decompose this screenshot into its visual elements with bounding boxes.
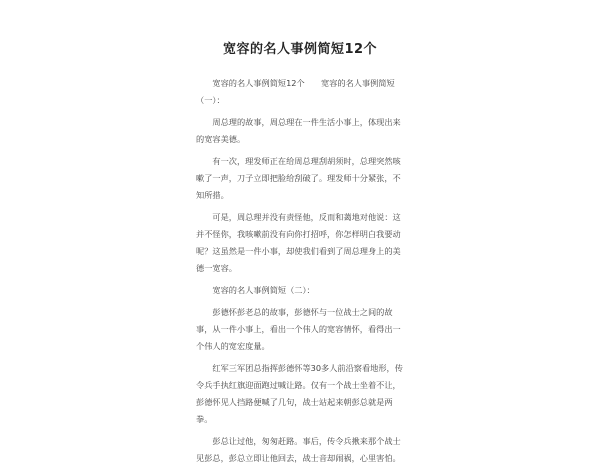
paragraph-5: 宽容的名人事例简短（二）： [212,285,315,295]
paragraph-4: 可是，周总理并没有责怪他，反而和蔼地对他说：这并不怪你，我咳嗽前没有向你打招呼，你怎样明白我要动呢？这虽然是一件小事，却使我们看到了周总理身上的美德一宽容。 [196,212,401,273]
paragraph-7: 红军三军团总指挥彭德怀等30多人前沿察看地形，传令兵手执红旗迎面跑过喊让路。仅有一个战士坐着不让，彭德怀见人挡路便喊了几句，战士站起来朝彭总就是两拳。 [196,363,403,424]
paragraph-1: 宽容的名人事例简短12个 宽容的名人事例简短（一）： [196,78,395,105]
paragraph-8: 彭总让过他，匆匆赶路。事后，传令兵揪来那个战士见彭总，彭总立即让他回去，战士音却闹祸，心里害怕。 [196,436,401,463]
paragraph-3: 有一次，理发师正在给周总理刮胡须时，总理突然咳嗽了一声，刀子立即把脸给刮破了。理发师十分紧张，不知所措。 [196,156,401,200]
paragraph-6: 彭德怀彭老总的故事，彭德怀与一位战士之间的故事，从一件小事上，看出一个伟人的宽容情怀，看得出一个伟人的宽宏度量。 [196,307,401,351]
document-title: 宽容的名人事例简短12个 [222,42,378,57]
paragraph-2: 周总理的故事，周总理在一件生活小事上，体现出来的宽容美德。 [196,117,401,144]
